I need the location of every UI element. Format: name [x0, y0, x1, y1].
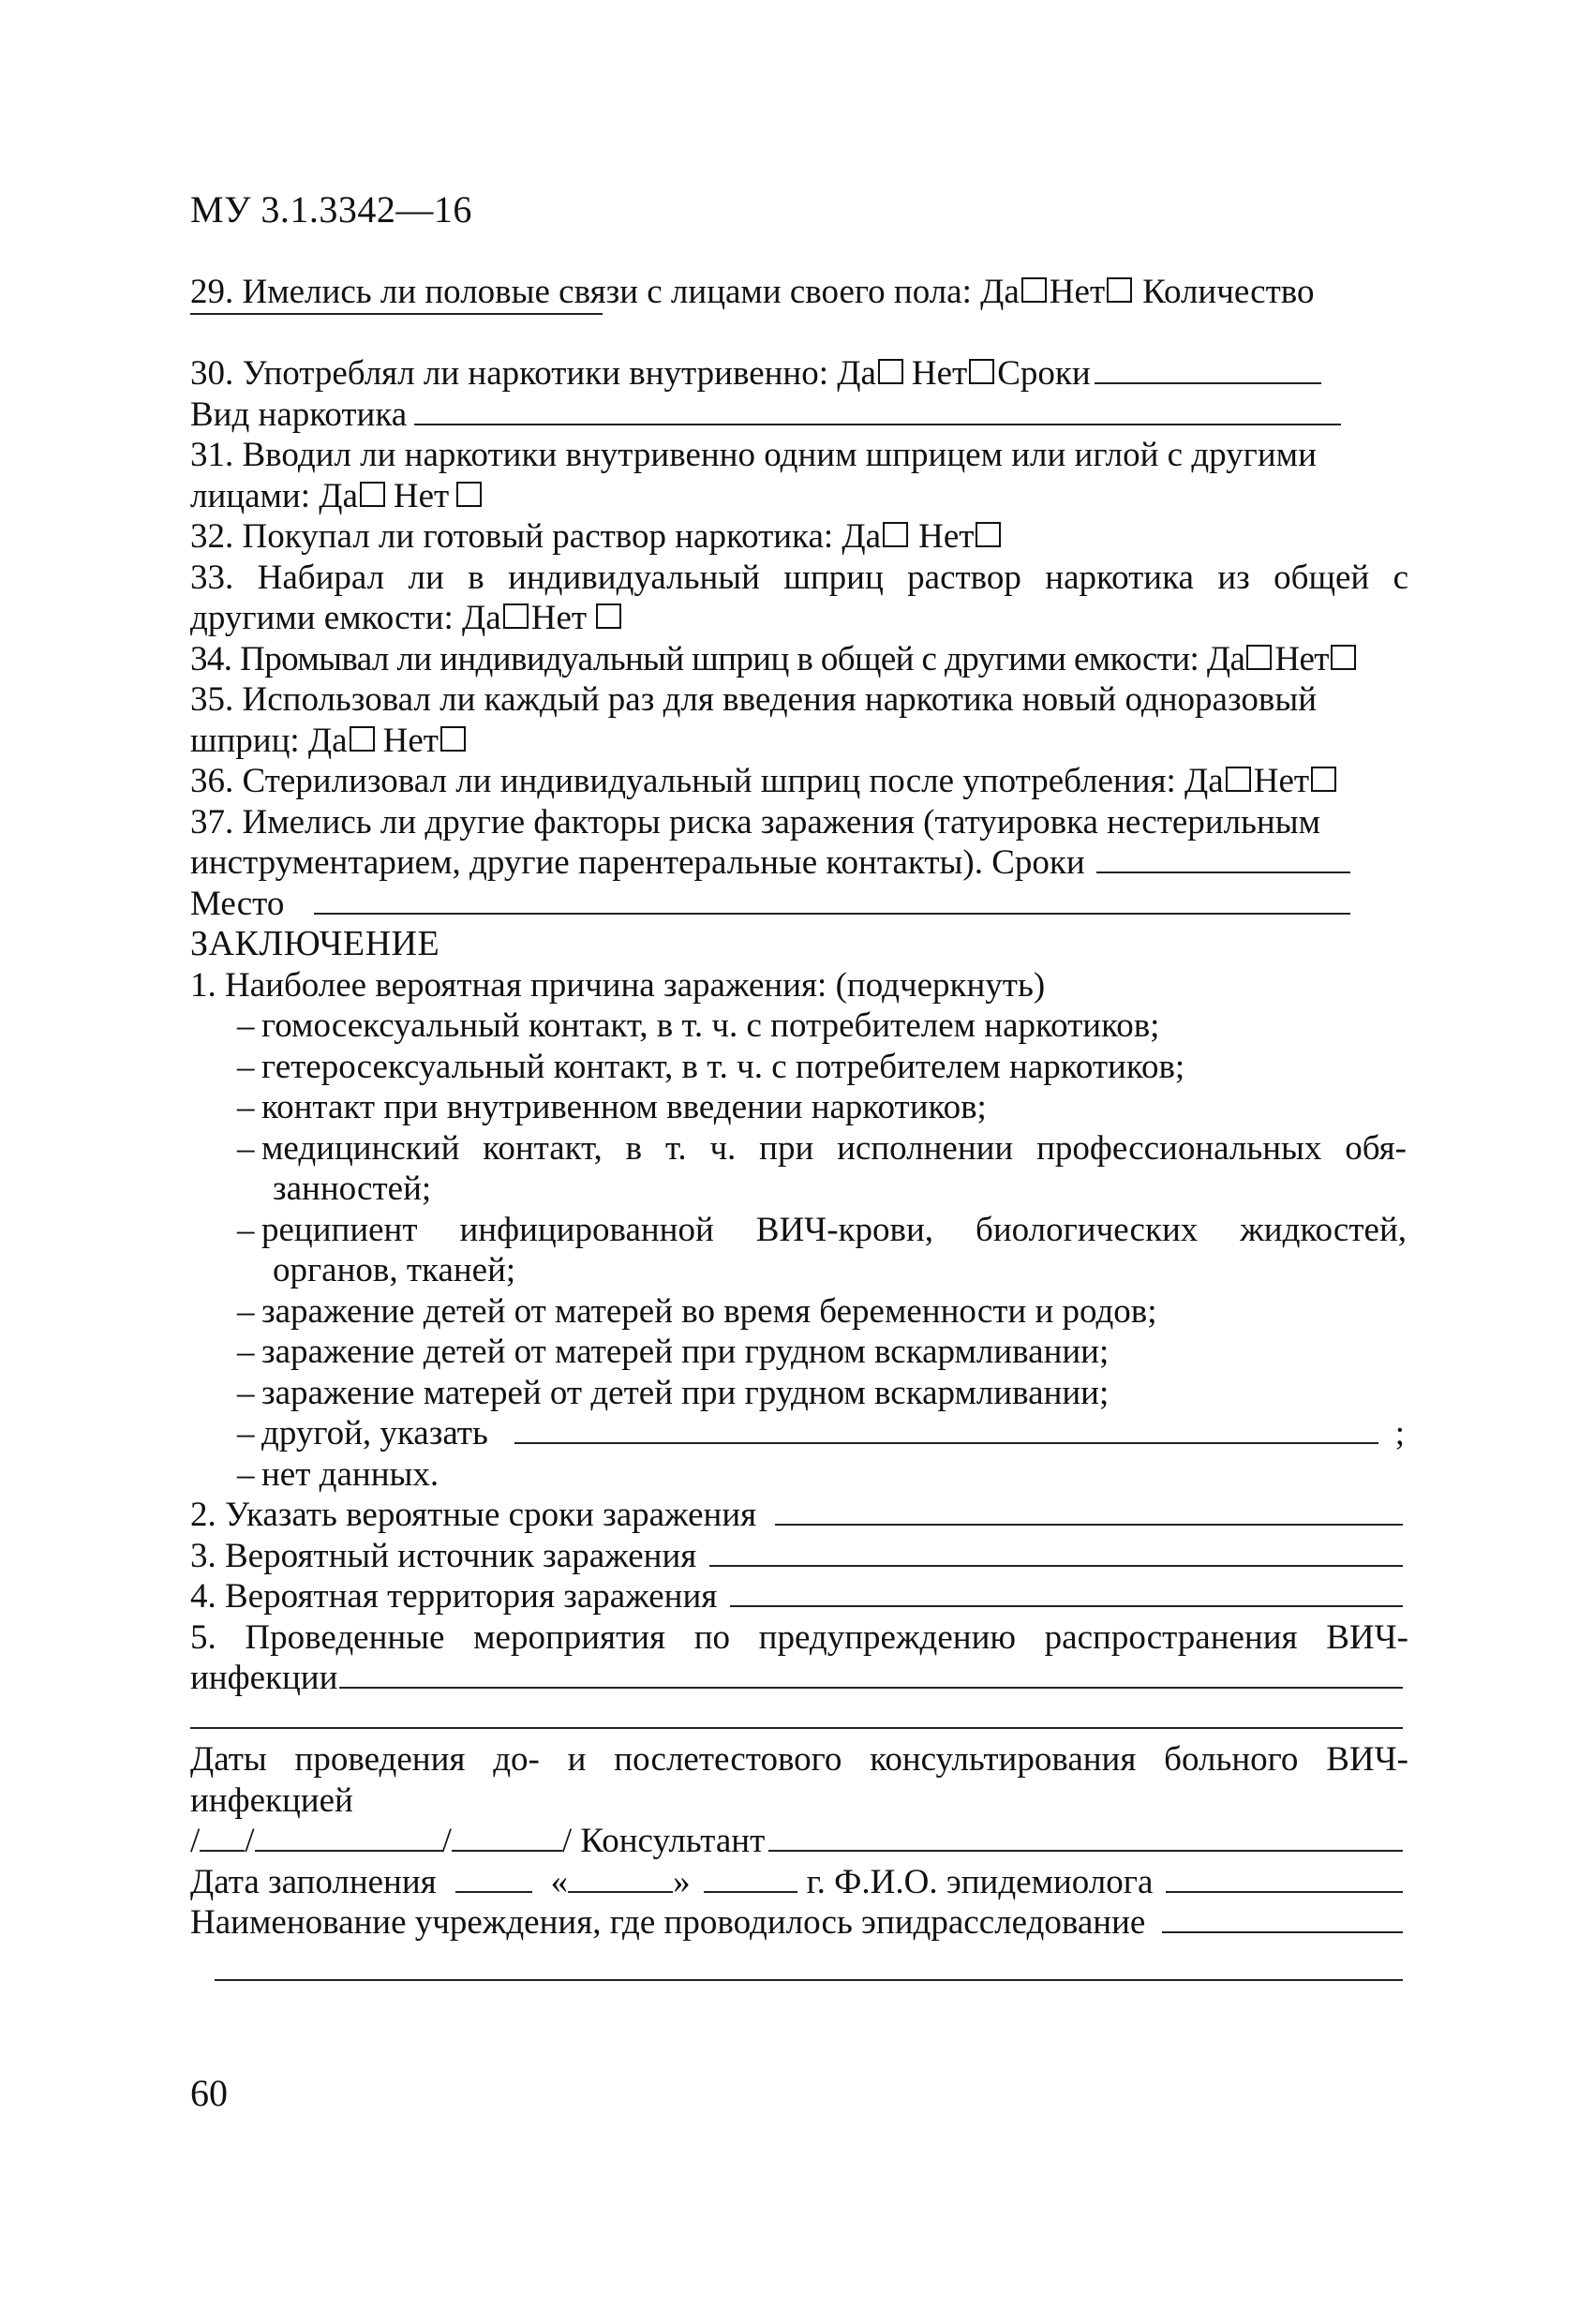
yes-checkbox-34[interactable]	[1246, 645, 1272, 670]
drug-kind-input[interactable]	[414, 424, 1341, 425]
measures-extra-line	[190, 1699, 1408, 1740]
count-label-29: Количество	[1142, 273, 1315, 311]
slash: /	[441, 1822, 452, 1860]
count-field-29	[190, 313, 1408, 354]
terms-label-30: Сроки	[997, 354, 1091, 393]
institution-label: Наименование учреждения, где проводилось эпидрасследование	[190, 1903, 1146, 1942]
document-code: МУ 3.1.3342—16	[190, 188, 472, 231]
question-33	[190, 598, 1408, 639]
page-number: 60	[190, 2072, 228, 2114]
dash-marker: –	[237, 1414, 255, 1452]
cause-option[interactable]	[190, 1291, 1408, 1333]
cause-option[interactable]	[190, 1373, 1408, 1414]
no-checkbox-29[interactable]	[1107, 277, 1132, 303]
terms-input-30[interactable]	[1095, 382, 1321, 384]
cause-text: медицинский контакт, в т. ч. при исполнении профессиональных обя-	[261, 1128, 1407, 1168]
epidemiologist-label: г. Ф.И.О. эпидемиолога	[806, 1862, 1154, 1901]
fill-date-row	[190, 1862, 1408, 1903]
question-31	[190, 476, 1408, 517]
conclusion-item-2	[190, 1495, 1408, 1536]
question-35-line1: 35. Использовал ли каждый раз для введения наркотика новый одноразовый	[190, 680, 1317, 719]
cause-text-continued: органов, тканей;	[273, 1251, 516, 1289]
questionnaire-body	[190, 272, 1408, 1984]
yes-checkbox-36[interactable]	[1226, 767, 1251, 792]
institution-input[interactable]	[1162, 1931, 1403, 1933]
dash-marker: –	[237, 1088, 255, 1126]
infection-source-input[interactable]	[709, 1565, 1403, 1567]
cause-text: другой, указать	[261, 1414, 488, 1452]
epidemiologist-input[interactable]	[1166, 1891, 1403, 1893]
place-input-37[interactable]	[314, 913, 1350, 915]
question-37	[190, 842, 1408, 884]
cause-text: гомосексуальный контакт, в т. ч. с потребителем наркотиков;	[261, 1006, 1160, 1045]
question-30	[190, 353, 1408, 395]
close-quote: »	[673, 1862, 691, 1901]
yes-checkbox-35[interactable]	[350, 726, 375, 752]
question-33-text: другими емкости: Да	[190, 599, 501, 637]
no-label-36: Нет	[1253, 762, 1310, 800]
conclusion-item-5	[190, 1658, 1408, 1699]
cause-option[interactable]	[190, 1006, 1408, 1047]
cause-text-continued: занностей;	[273, 1169, 432, 1208]
yes-checkbox-31[interactable]	[360, 482, 385, 507]
no-checkbox-34[interactable]	[1331, 645, 1356, 670]
fill-date-year-input[interactable]	[704, 1891, 797, 1893]
cause-text: заражение детей от матерей во время беременности и родов;	[261, 1291, 1157, 1331]
no-checkbox-30[interactable]	[969, 359, 994, 384]
dash-marker: –	[237, 1047, 255, 1086]
conclusion-item-5-line1: 5. Проведенные мероприятия по предупреждению распространения ВИЧ-	[190, 1617, 1408, 1657]
drug-kind-row	[190, 395, 1408, 436]
question-31-line1: 31. Вводил ли наркотики внутривенно одним шприцем или иглой с другими	[190, 436, 1317, 474]
slash: /	[245, 1822, 255, 1860]
semicolon: ;	[1394, 1414, 1405, 1452]
no-checkbox-35[interactable]	[440, 726, 466, 752]
question-29	[190, 272, 1408, 313]
cause-option[interactable]	[190, 1128, 1408, 1169]
dash-marker: –	[237, 1454, 255, 1494]
measures-input[interactable]	[339, 1687, 1403, 1689]
conclusion-item-3	[190, 1536, 1408, 1577]
other-cause-input[interactable]	[514, 1442, 1378, 1444]
infection-dates-input[interactable]	[775, 1524, 1403, 1526]
question-31-text: лицами: Да	[190, 476, 358, 515]
measures-input-line2[interactable]	[190, 1727, 1403, 1729]
no-checkbox-32[interactable]	[976, 522, 1001, 547]
counseling-day-input[interactable]	[200, 1850, 245, 1852]
cause-text: нет данных.	[261, 1454, 439, 1494]
yes-checkbox-33[interactable]	[503, 603, 529, 629]
cause-text: гетеросексуальный контакт, в т. ч. с потребителем наркотиков;	[261, 1047, 1185, 1086]
question-32-text: 32. Покупал ли готовый раствор наркотика: Да	[190, 517, 882, 556]
consultant-label: / Консультант	[561, 1822, 766, 1860]
place-label-37: Место	[190, 884, 285, 923]
yes-checkbox-29[interactable]	[1021, 277, 1047, 303]
dash-marker: –	[237, 1373, 255, 1412]
item-5-label: инфекции	[190, 1659, 338, 1697]
counseling-line1: Даты проведения до- и послетестового консультирования больного ВИЧ-	[190, 1740, 1408, 1779]
no-checkbox-31[interactable]	[456, 482, 482, 507]
infection-territory-input[interactable]	[730, 1605, 1403, 1607]
dash-marker: –	[237, 1333, 255, 1371]
question-32	[190, 516, 1408, 558]
dash-marker: –	[237, 1006, 255, 1045]
fill-date-month-input[interactable]	[568, 1891, 673, 1893]
question-30-text: 30. Употреблял ли наркотики внутривенно: Да	[190, 354, 876, 393]
no-label-31: Нет	[393, 476, 450, 515]
fill-date-label: Дата заполнения	[190, 1862, 437, 1901]
question-33-line1: 33. Набирал ли в индивидуальный шприц раствор наркотика из общей с	[190, 558, 1408, 597]
cause-option[interactable]	[190, 1087, 1408, 1128]
consultant-input[interactable]	[768, 1850, 1403, 1852]
cause-option[interactable]	[190, 1454, 1408, 1496]
dash-marker: –	[237, 1128, 255, 1168]
open-quote: «	[550, 1862, 569, 1901]
item-4-label: 4. Вероятная территория заражения	[190, 1577, 718, 1616]
institution-input-line2[interactable]	[215, 1979, 1403, 1981]
item-3-label: 3. Вероятный источник заражения	[190, 1536, 697, 1575]
slash: /	[190, 1822, 201, 1860]
dash-marker: –	[237, 1210, 255, 1249]
question-35	[190, 721, 1408, 762]
question-36	[190, 761, 1408, 802]
drug-kind-label: Вид наркотика	[190, 395, 408, 434]
no-label-29: Нет	[1049, 273, 1106, 311]
item-2-label: 2. Указать вероятные сроки заражения	[190, 1496, 757, 1534]
yes-checkbox-32[interactable]	[883, 522, 908, 547]
counseling-line2: инфекцией	[190, 1780, 353, 1820]
question-37-line1: 37. Имелись ли другие факторы риска заражения (татуировка нестерильным	[190, 802, 1321, 842]
question-37-text: инструментарием, другие парентеральные контакты). Сроки	[190, 843, 1085, 882]
institution-extra-line	[190, 1944, 1408, 1985]
no-label-32: Нет	[918, 517, 975, 556]
cause-option[interactable]	[190, 1332, 1408, 1373]
no-checkbox-36[interactable]	[1311, 767, 1336, 792]
question-36-text: 36. Стерилизовал ли индивидуальный шприц после употребления: Да	[190, 762, 1224, 800]
counseling-year-input[interactable]	[452, 1850, 562, 1852]
conclusion-item-1: 1. Наиболее вероятная причина заражения: (подчеркнуть)	[190, 965, 1046, 1005]
question-34-text: 34. Промывал ли индивидуальный шприц в общей с другими емкости: Да	[190, 639, 1245, 678]
no-label-30: Нет	[911, 354, 968, 393]
question-29-text: 29. Имелись ли половые связи с лицами своего пола: Да	[190, 273, 1020, 311]
no-checkbox-33[interactable]	[596, 603, 621, 629]
no-label-35: Нет	[382, 721, 439, 760]
conclusion-title: ЗАКЛЮЧЕНИЕ	[190, 924, 440, 963]
cause-text: заражение матерей от детей при грудном вскармливании;	[261, 1373, 1110, 1412]
cause-text: заражение детей от матерей при грудном вскармливании;	[261, 1333, 1110, 1371]
cause-option[interactable]	[190, 1210, 1408, 1251]
cause-text: контакт при внутривенном введении наркотиков;	[261, 1088, 987, 1126]
count-input-29[interactable]	[190, 313, 603, 315]
question-35-text: шприц: Да	[190, 721, 348, 760]
conclusion-item-4	[190, 1576, 1408, 1617]
cause-option-other[interactable]	[190, 1413, 1408, 1454]
no-label-33: Нет	[530, 599, 588, 637]
no-label-34: Нет	[1274, 639, 1329, 678]
counseling-dates-row	[190, 1821, 1408, 1862]
question-34	[190, 639, 1408, 680]
terms-input-37[interactable]	[1096, 872, 1350, 873]
counseling-month-input[interactable]	[255, 1850, 442, 1852]
institution-row	[190, 1902, 1408, 1944]
yes-checkbox-30[interactable]	[878, 359, 903, 384]
place-row-37	[190, 884, 1408, 925]
fill-date-day-input[interactable]	[455, 1891, 532, 1893]
dash-marker: –	[237, 1291, 255, 1331]
cause-option[interactable]	[190, 1047, 1408, 1088]
cause-text: реципиент инфицированной ВИЧ-крови, биологических жидкостей,	[261, 1210, 1407, 1249]
